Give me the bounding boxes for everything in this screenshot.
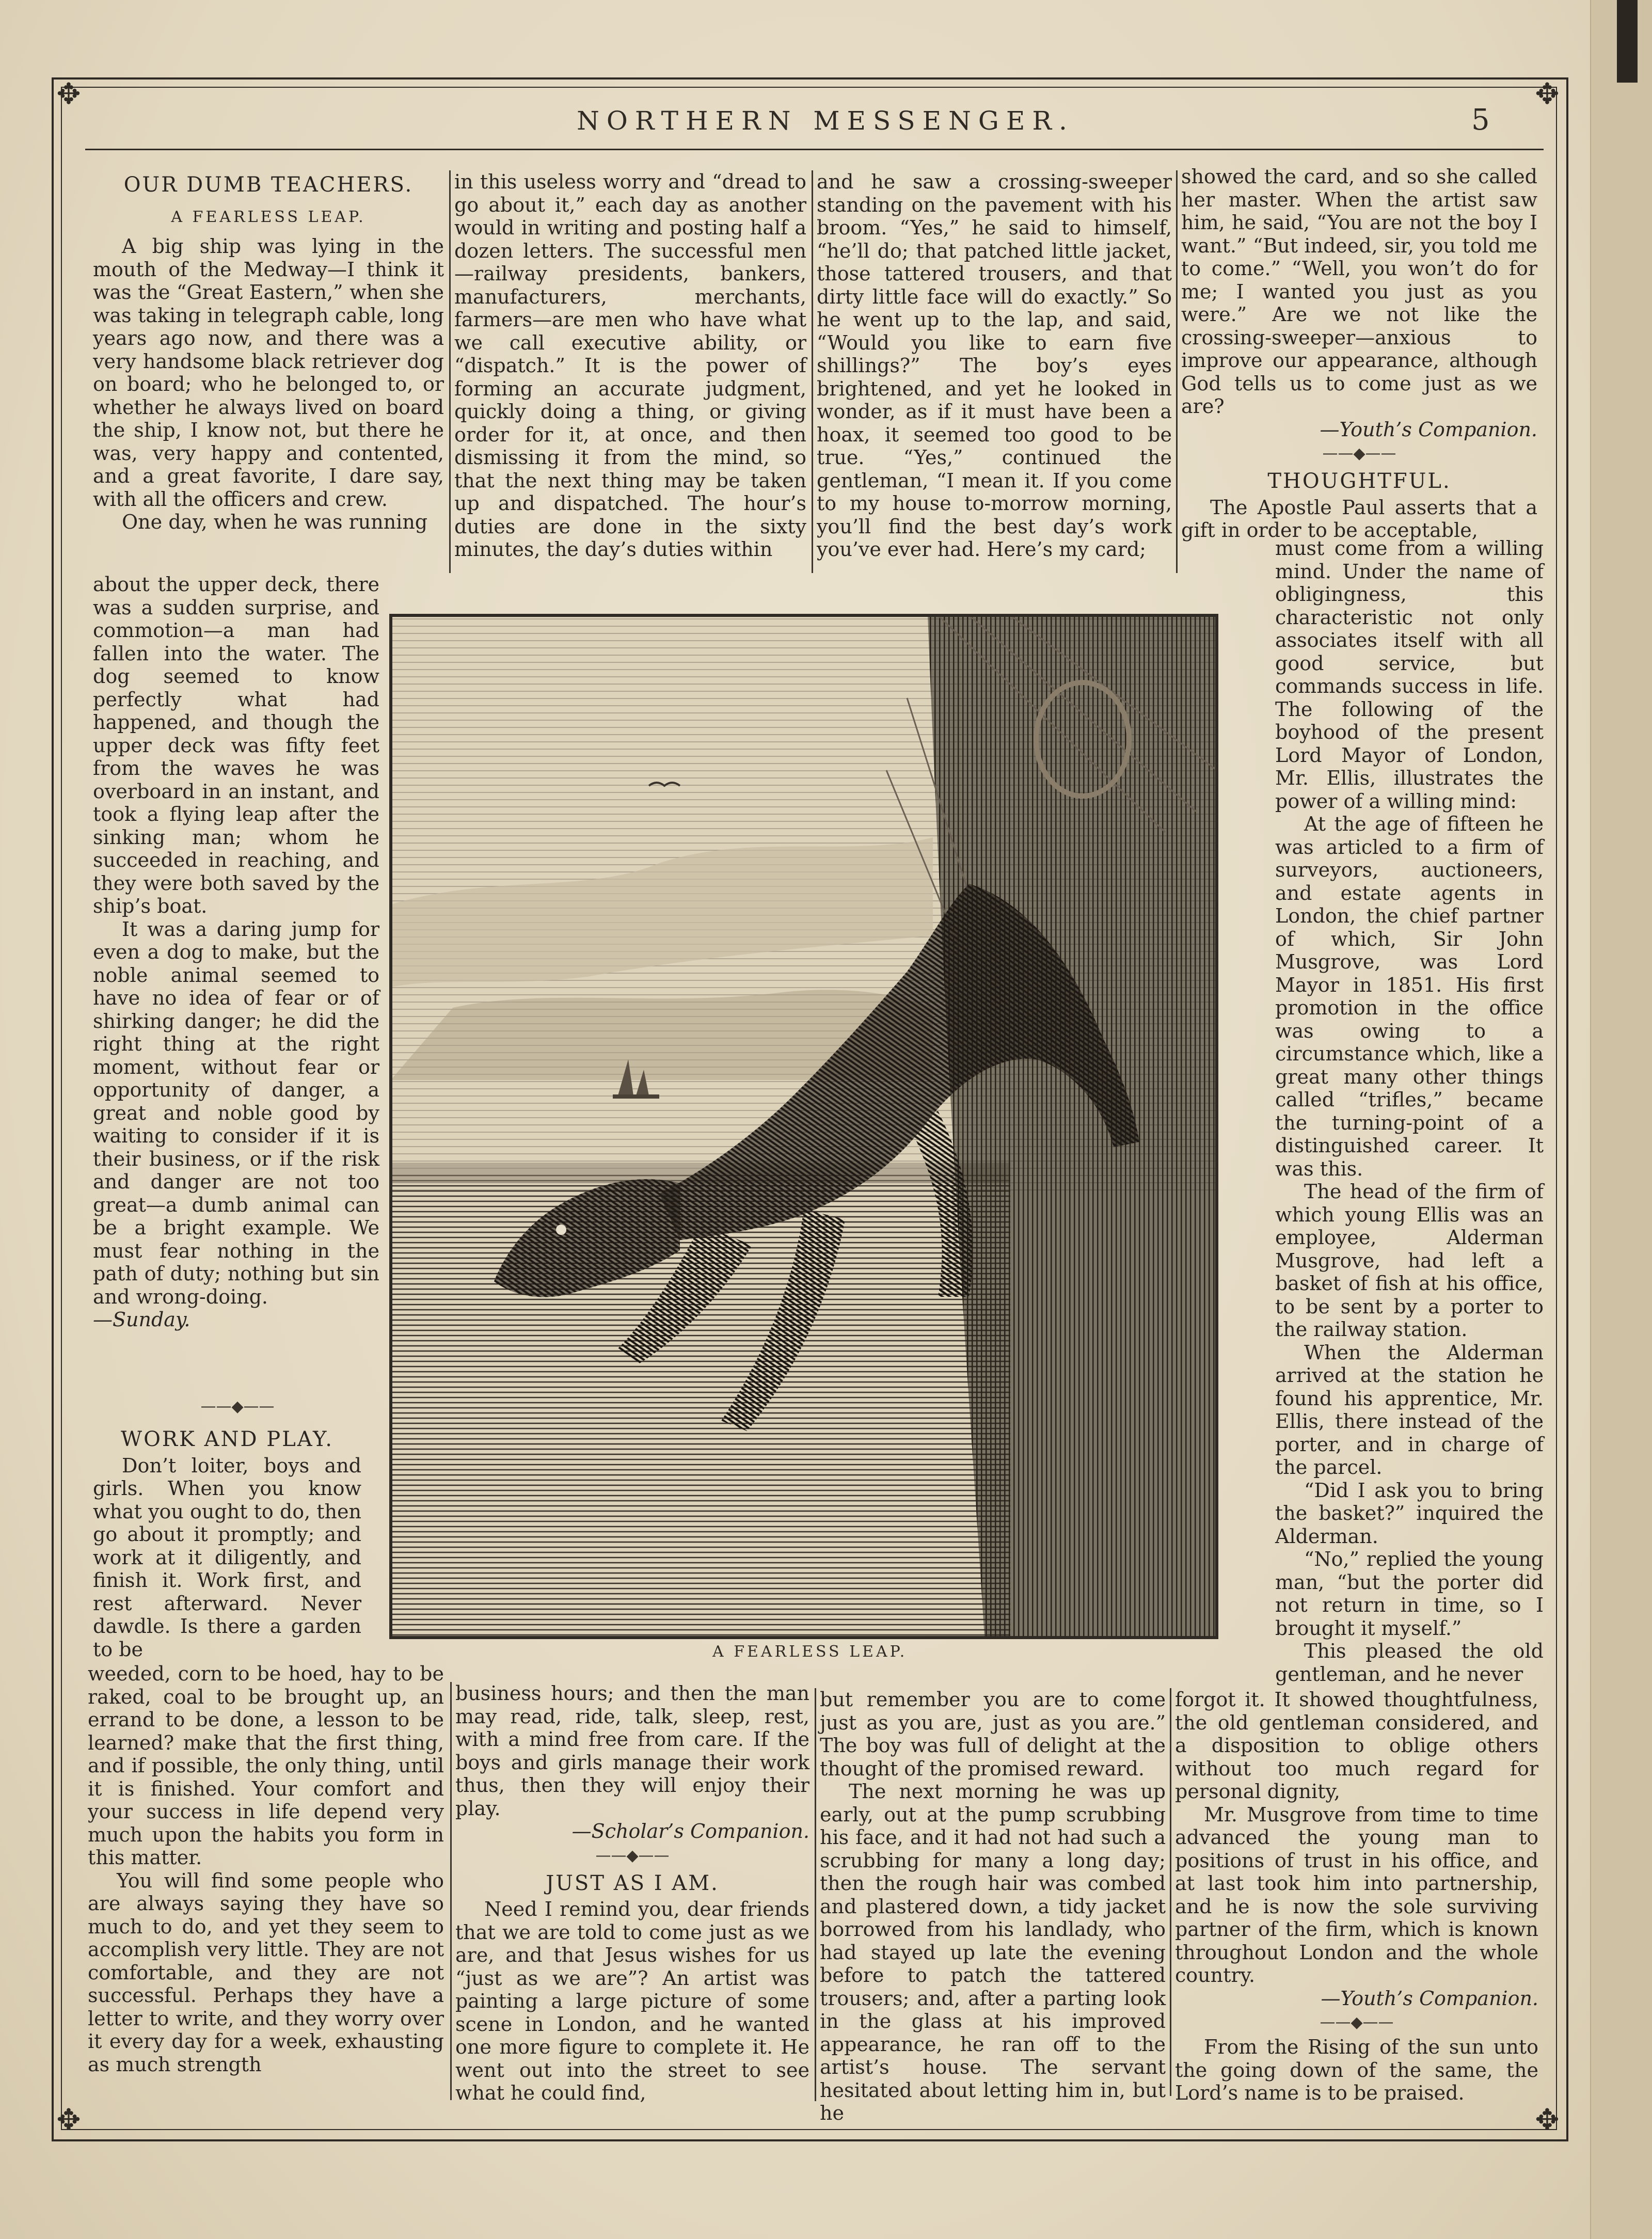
paragraph: At the age of fifteen he was articled to a firm of surveyors, auctioneers, and estate agents in London, the chief partner of which, Sir John Musgrove, was Lord Mayor in 1851. His first promotion in the office was owing to a circumstance which, like a great many other things called “trifles,” became the turning-point of a distinguished career. It was this. — [1275, 813, 1544, 1180]
corner-ornament-icon: ✥ — [1535, 77, 1560, 111]
divider-ornament: ——◆—— — [200, 1398, 275, 1416]
column-rule — [450, 1682, 452, 2100]
article-heading: WORK AND PLAY. — [121, 1427, 333, 1451]
column-rule — [812, 170, 813, 573]
paragraph: When the Alderman arrived at the station he found his apprentice, Mr. Ellis, there instead of the porter, and in charge of the parcel. — [1275, 1341, 1544, 1479]
illustration-caption: A FEARLESS LEAP. — [712, 1643, 908, 1661]
divider-ornament: ——◆—— — [1320, 2013, 1394, 2031]
engraving-fearless-leap — [390, 614, 1218, 1639]
article-work-and-play-cont — [88, 1662, 444, 2101]
paragraph: must come from a willing mind. Under the name of obligingness, this characteristic not only associates itself with all good service, but commands success in life. The following of the boyhood of the present Lord Mayor of London, Mr. Ellis, illustrates the power of a willing mind: — [1275, 537, 1544, 813]
source-credit: —Sunday. — [93, 1308, 190, 1331]
paragraph: about the upper deck, there was a sudden surprise, and commotion—a man had fallen into the water. The dog seemed to know perfectly what had happened, and though the upper deck was fifty feet from the waves he was overboard in an instant, and took a flying leap after the sinking man; whom he succeeded in reaching, and they were both saved by the ship’s boat. — [93, 573, 379, 917]
corner-ornament-icon: ✥ — [56, 77, 81, 111]
corner-ornament-icon: ✥ — [56, 2103, 81, 2137]
paragraph: A big ship was lying in the mouth of the Medway—I think it was the “Great Eastern,” when she was taking in telegraph cable, long years ago now, and there was a very handsome black retriever dog on board; who he belonged to, or whether he always lived on board the ship, I know not, but there he was, very happy and contented, and a great favorite, I dare say, with all the officers and crew. — [93, 235, 444, 511]
article-just-as-i-am-col3-bottom — [820, 1688, 1166, 2124]
paragraph: One day, when he was running — [122, 511, 428, 533]
paragraph: business hours; and then the man may read, ride, talk, sleep, rest, with a mind free from care. If the boys and girls manage their work thus, then they will enjoy their play. — [455, 1682, 809, 1820]
article-heading: THOUGHTFUL. — [1267, 469, 1451, 493]
column-rule — [815, 1688, 816, 2101]
paragraph: forgot it. It showed thoughtfulness, the old gentleman considered, and a disposition to oblige others without too much regard for personal dignity, — [1175, 1688, 1538, 1803]
paragraph: and he saw a crossing-sweeper standing on the pavement with his broom. “Yes,” he said to himself, “he’ll do; that patched little jacket, those tattered trousers, and that dirty little face will do exactly.” So he went up to the lap, and said, “Would you like to earn five shillings?” The boy’s eyes brightened, and yet he looked in wonder, as if it must have been a hoax, it seemed too good to be true. “Yes,” continued the gentleman, “I mean it. If you come to my house to-morrow morning, you’ll find the best day’s work you’ve ever had. Here’s my card; — [817, 170, 1172, 561]
article-just-as-i-am — [455, 1682, 809, 2104]
closing-verse: From the Rising of the sun unto the going down of the same, the Lord’s name is to be praised. — [1175, 2036, 1538, 2104]
paragraph: The head of the firm of which young Ellis was an employee, Alderman Musgrove, had left a basket of fish at his office, to be sent by a porter to the railway station. — [1275, 1180, 1544, 1341]
paragraph: showed the card, and so she called her master. When the artist saw him, he said, “You are not the boy I want.” “But indeed, sir, you told me to come.” “Well, you won’t do for me; I wanted you just as you were.” Are we not like the crossing-sweeper—anxious to improve our appearance, although God tells us to come just as we are? — [1181, 165, 1537, 418]
paragraph: This pleased the old gentleman, and he never — [1275, 1640, 1544, 1686]
corner-ornament-icon: ✥ — [1535, 2103, 1560, 2137]
paragraph: You will find some people who are always saying they have so much to do, and yet they seem to accomplish very little. They are not comfortable, and they are not successful. Perhaps they have a letter to write, and they worry over it every day for a week, exhausting as much strength — [88, 1869, 444, 2076]
column-rule — [449, 170, 451, 573]
divider-ornament: ——◆—— — [595, 1846, 670, 1865]
paragraph: but remember you are to come just as you are, just as you are.” The boy was full of delight at the thought of the promised reward. — [820, 1688, 1166, 1780]
paragraph: It was a daring jump for even a dog to make, but the noble animal seemed to have no idea of fear or of shirking danger; he did the right thing at the right moment, without fear or opportunity of danger, a great and noble good by waiting to consider if it is their business, or if the risk and danger are not too great—a dumb animal can be a bright example. We must fear nothing in the path of duty; nothing but sin and wrong-doing. — [93, 917, 379, 1308]
article-just-as-i-am-col4 — [1181, 165, 1537, 542]
article-work-and-play-col2 — [454, 170, 806, 573]
column-rule — [1170, 1688, 1171, 2096]
paragraph: “No,” replied the young man, “but the porter did not return in time, so I brought it myself.” — [1275, 1548, 1544, 1640]
source-credit: —Scholar’s Companion. — [571, 1820, 809, 1843]
source-credit: —Youth’s Companion. — [1320, 418, 1537, 441]
article-thoughtful — [1275, 537, 1544, 1686]
binding-marker — [1617, 0, 1638, 83]
column-rule — [1176, 170, 1178, 573]
paragraph: Mr. Musgrove from time to time advanced the young man to positions of trust in his office, and at last took him into partnership, and he is now the sole surviving partner of the firm, which is known throughout London and the whole country. — [1175, 1803, 1538, 1987]
article-work-and-play — [93, 1425, 361, 1661]
divider-ornament: ——◆—— — [1322, 444, 1396, 463]
article-thoughtful-cont — [1175, 1688, 1538, 2104]
article-our-dumb-teachers — [93, 170, 444, 573]
article-subheading: A FEARLESS LEAP. — [171, 208, 366, 226]
paragraph: in this useless worry and “dread to go about it,” each day as another would in writing and posting half a dozen letters. The successful men—railway presidents, bankers, manufacturers, merchants, farmers—are men who have what we call executive ability, or “dispatch.” It is the power of forming an accurate judgment, quickly doing a thing, or giving order for it, at once, and then dismissing it from the mind, so that the next thing may be taken up and dispatched. The hour’s duties are done in the sixty minutes, the day’s duties within — [454, 170, 806, 561]
masthead-title: NORTHERN MESSENGER. — [577, 106, 1074, 136]
article-heading: JUST AS I AM. — [546, 1871, 719, 1895]
paragraph: Don’t loiter, boys and girls. When you know what you ought to do, then go about it promptly; and work at it diligently, and finish it. Work first, and rest afterward. Never dawdle. Is there a garden to be — [93, 1454, 361, 1661]
adjacent-page-edge — [1590, 0, 1652, 2239]
paragraph: The Apostle Paul asserts that a gift in order to be acceptable, — [1181, 496, 1537, 542]
page-number: 5 — [1471, 103, 1490, 137]
article-just-as-i-am-col3 — [817, 170, 1172, 573]
paragraph: “Did I ask you to bring the basket?” inquired the Alderman. — [1275, 1479, 1544, 1548]
paragraph: The next morning he was up early, out at the pump scrubbing his face, and it had not had such a scrubbing for many a long day; then the rough hair was combed and plastered down, a tidy jacket borrowed from his landlady, who had stayed up late the evening before to patch the tattered trousers; and, after a parting look in the glass at his improved appearance, he ran off to the artist’s house. The servant hesitated about letting him in, but he — [820, 1780, 1166, 2124]
article-our-dumb-teachers-cont — [93, 573, 379, 1363]
article-heading: OUR DUMB TEACHERS. — [123, 173, 414, 197]
header-rule — [85, 149, 1544, 150]
source-credit: —Youth’s Companion. — [1321, 1987, 1538, 2010]
paragraph: Need I remind you, dear friends that we are told to come just as we are, and that Jesus wishes for us “just as we are”? An artist was painting a large picture of some scene in London, and he wanted one more figure to complete it. He went out into the street to see what he could find, — [455, 1898, 809, 2104]
paragraph: weeded, corn to be hoed, hay to be raked, coal to be brought up, an errand to be done, a lesson to be learned? make that the first thing, and if possible, the only thing, until it is finished. Your comfort and your success in life depend very much upon the habits you form in this matter. — [88, 1662, 444, 1869]
